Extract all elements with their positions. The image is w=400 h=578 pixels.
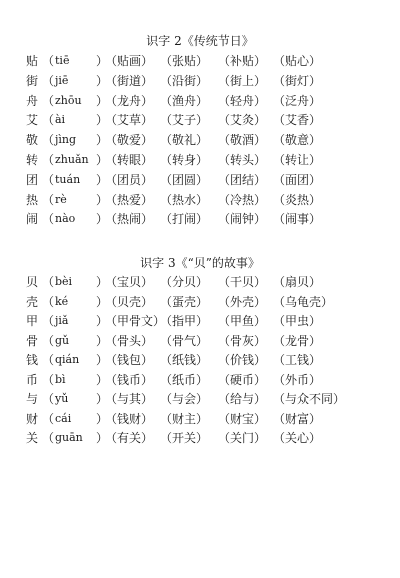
close-paren: ） <box>96 153 109 167</box>
word-3: （关门） <box>218 431 267 445</box>
vocab-row <box>0 332 400 350</box>
word-1: （钱包） <box>105 353 154 367</box>
word-4: （泛舟） <box>273 93 322 108</box>
close-paren: ） <box>96 333 109 348</box>
word-2: （敬礼） <box>160 133 209 148</box>
close-paren: ） <box>96 192 109 207</box>
open-paren: （ <box>42 192 55 207</box>
word-3: （硬币） <box>218 372 267 387</box>
word-3: （价钱） <box>218 353 267 367</box>
character: 贴 <box>26 54 39 68</box>
pinyin: bì <box>55 372 66 386</box>
open-paren: （ <box>42 113 55 128</box>
word-1: （宝贝） <box>105 275 154 289</box>
close-paren: ） <box>96 392 109 406</box>
pinyin: ké <box>55 294 69 308</box>
vocab-row <box>0 52 400 70</box>
open-paren: （ <box>42 73 55 88</box>
section-title-1: 识字 2《传统节日》 <box>146 34 254 48</box>
character: 舟 <box>26 93 39 108</box>
word-1: （钱财） <box>105 411 154 426</box>
close-paren: ） <box>96 275 109 289</box>
vocab-row <box>0 429 400 447</box>
word-1: （贝壳） <box>105 294 154 309</box>
word-2: （与会） <box>160 392 209 406</box>
close-paren: ） <box>96 294 109 309</box>
word-3: （闹钟） <box>218 212 267 227</box>
open-paren: （ <box>42 314 55 328</box>
word-3: （甲鱼） <box>218 314 267 328</box>
open-paren: （ <box>42 411 55 426</box>
word-3: （团结） <box>218 172 267 187</box>
open-paren: （ <box>42 93 55 108</box>
vocab-row <box>0 390 400 408</box>
word-4: （炎热） <box>273 192 322 207</box>
close-paren: ） <box>96 353 109 367</box>
word-1: （甲骨文） <box>105 314 166 328</box>
vocab-row <box>0 210 400 228</box>
character: 团 <box>26 172 39 187</box>
pinyin: nào <box>55 212 76 226</box>
word-3: （街上） <box>218 73 267 88</box>
pinyin: ài <box>55 113 66 127</box>
character: 财 <box>26 411 39 426</box>
character: 热 <box>26 192 39 207</box>
word-1: （贴画） <box>105 54 154 68</box>
word-2: （艾子） <box>160 113 209 128</box>
word-1: （敬爱） <box>105 133 154 148</box>
vocab-row <box>0 92 400 110</box>
word-2: （团圆） <box>160 172 209 187</box>
open-paren: （ <box>42 172 55 187</box>
close-paren: ） <box>96 172 109 187</box>
word-4: （面团） <box>273 172 322 187</box>
pinyin: bèi <box>55 275 73 288</box>
word-3: （外壳） <box>218 294 267 309</box>
character: 钱 <box>26 353 39 367</box>
character: 艾 <box>26 113 39 128</box>
vocab-row <box>0 151 400 169</box>
word-3: （冷热） <box>218 192 267 207</box>
close-paren: ） <box>96 93 109 108</box>
word-1: （有关） <box>105 431 154 445</box>
close-paren: ） <box>96 54 109 68</box>
pinyin: jiē <box>55 73 69 87</box>
word-4: （艾香） <box>273 113 322 128</box>
vocab-row <box>0 351 400 369</box>
vocab-row <box>0 111 400 129</box>
close-paren: ） <box>96 212 109 227</box>
word-2: （分贝） <box>160 275 209 289</box>
open-paren: （ <box>42 212 55 227</box>
character: 与 <box>26 392 39 406</box>
word-3: （轻舟） <box>218 93 267 108</box>
vocab-row <box>0 293 400 311</box>
character: 闹 <box>26 212 39 227</box>
open-paren: （ <box>42 133 55 148</box>
close-paren: ） <box>96 431 109 445</box>
pinyin: guān <box>55 431 83 444</box>
pinyin: cái <box>55 411 72 425</box>
pinyin: yǔ <box>55 392 69 405</box>
vocab-row <box>0 72 400 90</box>
word-4: （甲虫） <box>273 314 322 328</box>
open-paren: （ <box>42 431 55 445</box>
word-3: （敬酒） <box>218 133 267 148</box>
character: 街 <box>26 73 39 88</box>
word-2: （渔舟） <box>160 93 209 108</box>
close-paren: ） <box>96 113 109 128</box>
open-paren: （ <box>42 294 55 309</box>
character: 敬 <box>26 133 39 148</box>
open-paren: （ <box>42 275 55 289</box>
close-paren: ） <box>96 411 109 426</box>
word-2: （转身） <box>160 153 209 167</box>
character: 转 <box>26 153 39 167</box>
vocab-row <box>0 312 400 330</box>
pinyin: tuán <box>55 172 81 186</box>
pinyin: jìng <box>55 133 77 147</box>
word-1: （与其） <box>105 392 154 406</box>
vocab-row <box>0 273 400 291</box>
vocab-row <box>0 371 400 389</box>
close-paren: ） <box>96 372 109 387</box>
word-1: （钱币） <box>105 372 154 387</box>
word-4: （外币） <box>273 372 322 387</box>
word-4: （龙骨） <box>273 333 322 348</box>
word-4: （闹事） <box>273 212 322 227</box>
word-1: （热爱） <box>105 192 154 207</box>
vocab-row <box>0 191 400 209</box>
word-3: （补贴） <box>218 54 267 68</box>
word-3: （骨灰） <box>218 333 267 348</box>
pinyin: jiǎ <box>55 314 69 327</box>
pinyin: qián <box>55 353 80 366</box>
word-4: （与众不同） <box>273 392 346 406</box>
word-4: （敬意） <box>273 133 322 148</box>
word-4: （财富） <box>273 411 322 426</box>
character: 币 <box>26 372 39 387</box>
character: 壳 <box>26 294 39 309</box>
word-1: （热闹） <box>105 212 154 227</box>
word-1: （转眼） <box>105 153 154 167</box>
word-2: （张贴） <box>160 54 209 68</box>
word-3: （转头） <box>218 153 267 167</box>
word-4: （转让） <box>273 153 322 167</box>
word-4: （关心） <box>273 431 322 445</box>
vocab-row <box>0 410 400 428</box>
word-3: （财宝） <box>218 411 267 426</box>
section-title-2: 识字 3《“贝”的故事》 <box>140 256 260 270</box>
pinyin: zhōu <box>55 93 82 107</box>
word-2: （指甲） <box>160 314 209 328</box>
word-2: （骨气） <box>160 333 209 348</box>
word-4: （乌龟壳） <box>273 294 334 309</box>
word-3: （艾灸） <box>218 113 267 128</box>
open-paren: （ <box>42 54 55 68</box>
word-1: （骨头） <box>105 333 154 348</box>
open-paren: （ <box>42 392 55 406</box>
character: 贝 <box>26 275 39 289</box>
close-paren: ） <box>96 133 109 148</box>
word-1: （团员） <box>105 172 154 187</box>
word-2: （开关） <box>160 431 209 445</box>
word-4: （贴心） <box>273 54 322 68</box>
pinyin: zhuǎn <box>55 153 89 166</box>
word-4: （工钱） <box>273 353 322 367</box>
word-1: （艾草） <box>105 113 154 128</box>
close-paren: ） <box>96 314 109 328</box>
word-4: （扇贝） <box>273 275 322 289</box>
open-paren: （ <box>42 153 55 167</box>
close-paren: ） <box>96 73 109 88</box>
pinyin: rè <box>55 192 67 206</box>
character: 甲 <box>26 314 39 328</box>
word-2: （纸币） <box>160 372 209 387</box>
word-2: （打闹） <box>160 212 209 227</box>
character: 关 <box>26 431 39 445</box>
word-3: （给与） <box>218 392 267 406</box>
vocab-row <box>0 131 400 149</box>
word-2: （蛋壳） <box>160 294 209 309</box>
word-3: （干贝） <box>218 275 267 289</box>
open-paren: （ <box>42 372 55 387</box>
word-2: （财主） <box>160 411 209 426</box>
open-paren: （ <box>42 353 55 367</box>
pinyin: tiē <box>55 54 70 67</box>
word-1: （街道） <box>105 73 154 88</box>
character: 骨 <box>26 333 39 348</box>
word-2: （热水） <box>160 192 209 207</box>
pinyin: gǔ <box>55 333 70 347</box>
open-paren: （ <box>42 333 55 348</box>
word-1: （龙舟） <box>105 93 154 108</box>
word-2: （纸钱） <box>160 353 209 367</box>
word-2: （沿街） <box>160 73 209 88</box>
vocab-row <box>0 171 400 189</box>
word-4: （街灯） <box>273 73 322 88</box>
